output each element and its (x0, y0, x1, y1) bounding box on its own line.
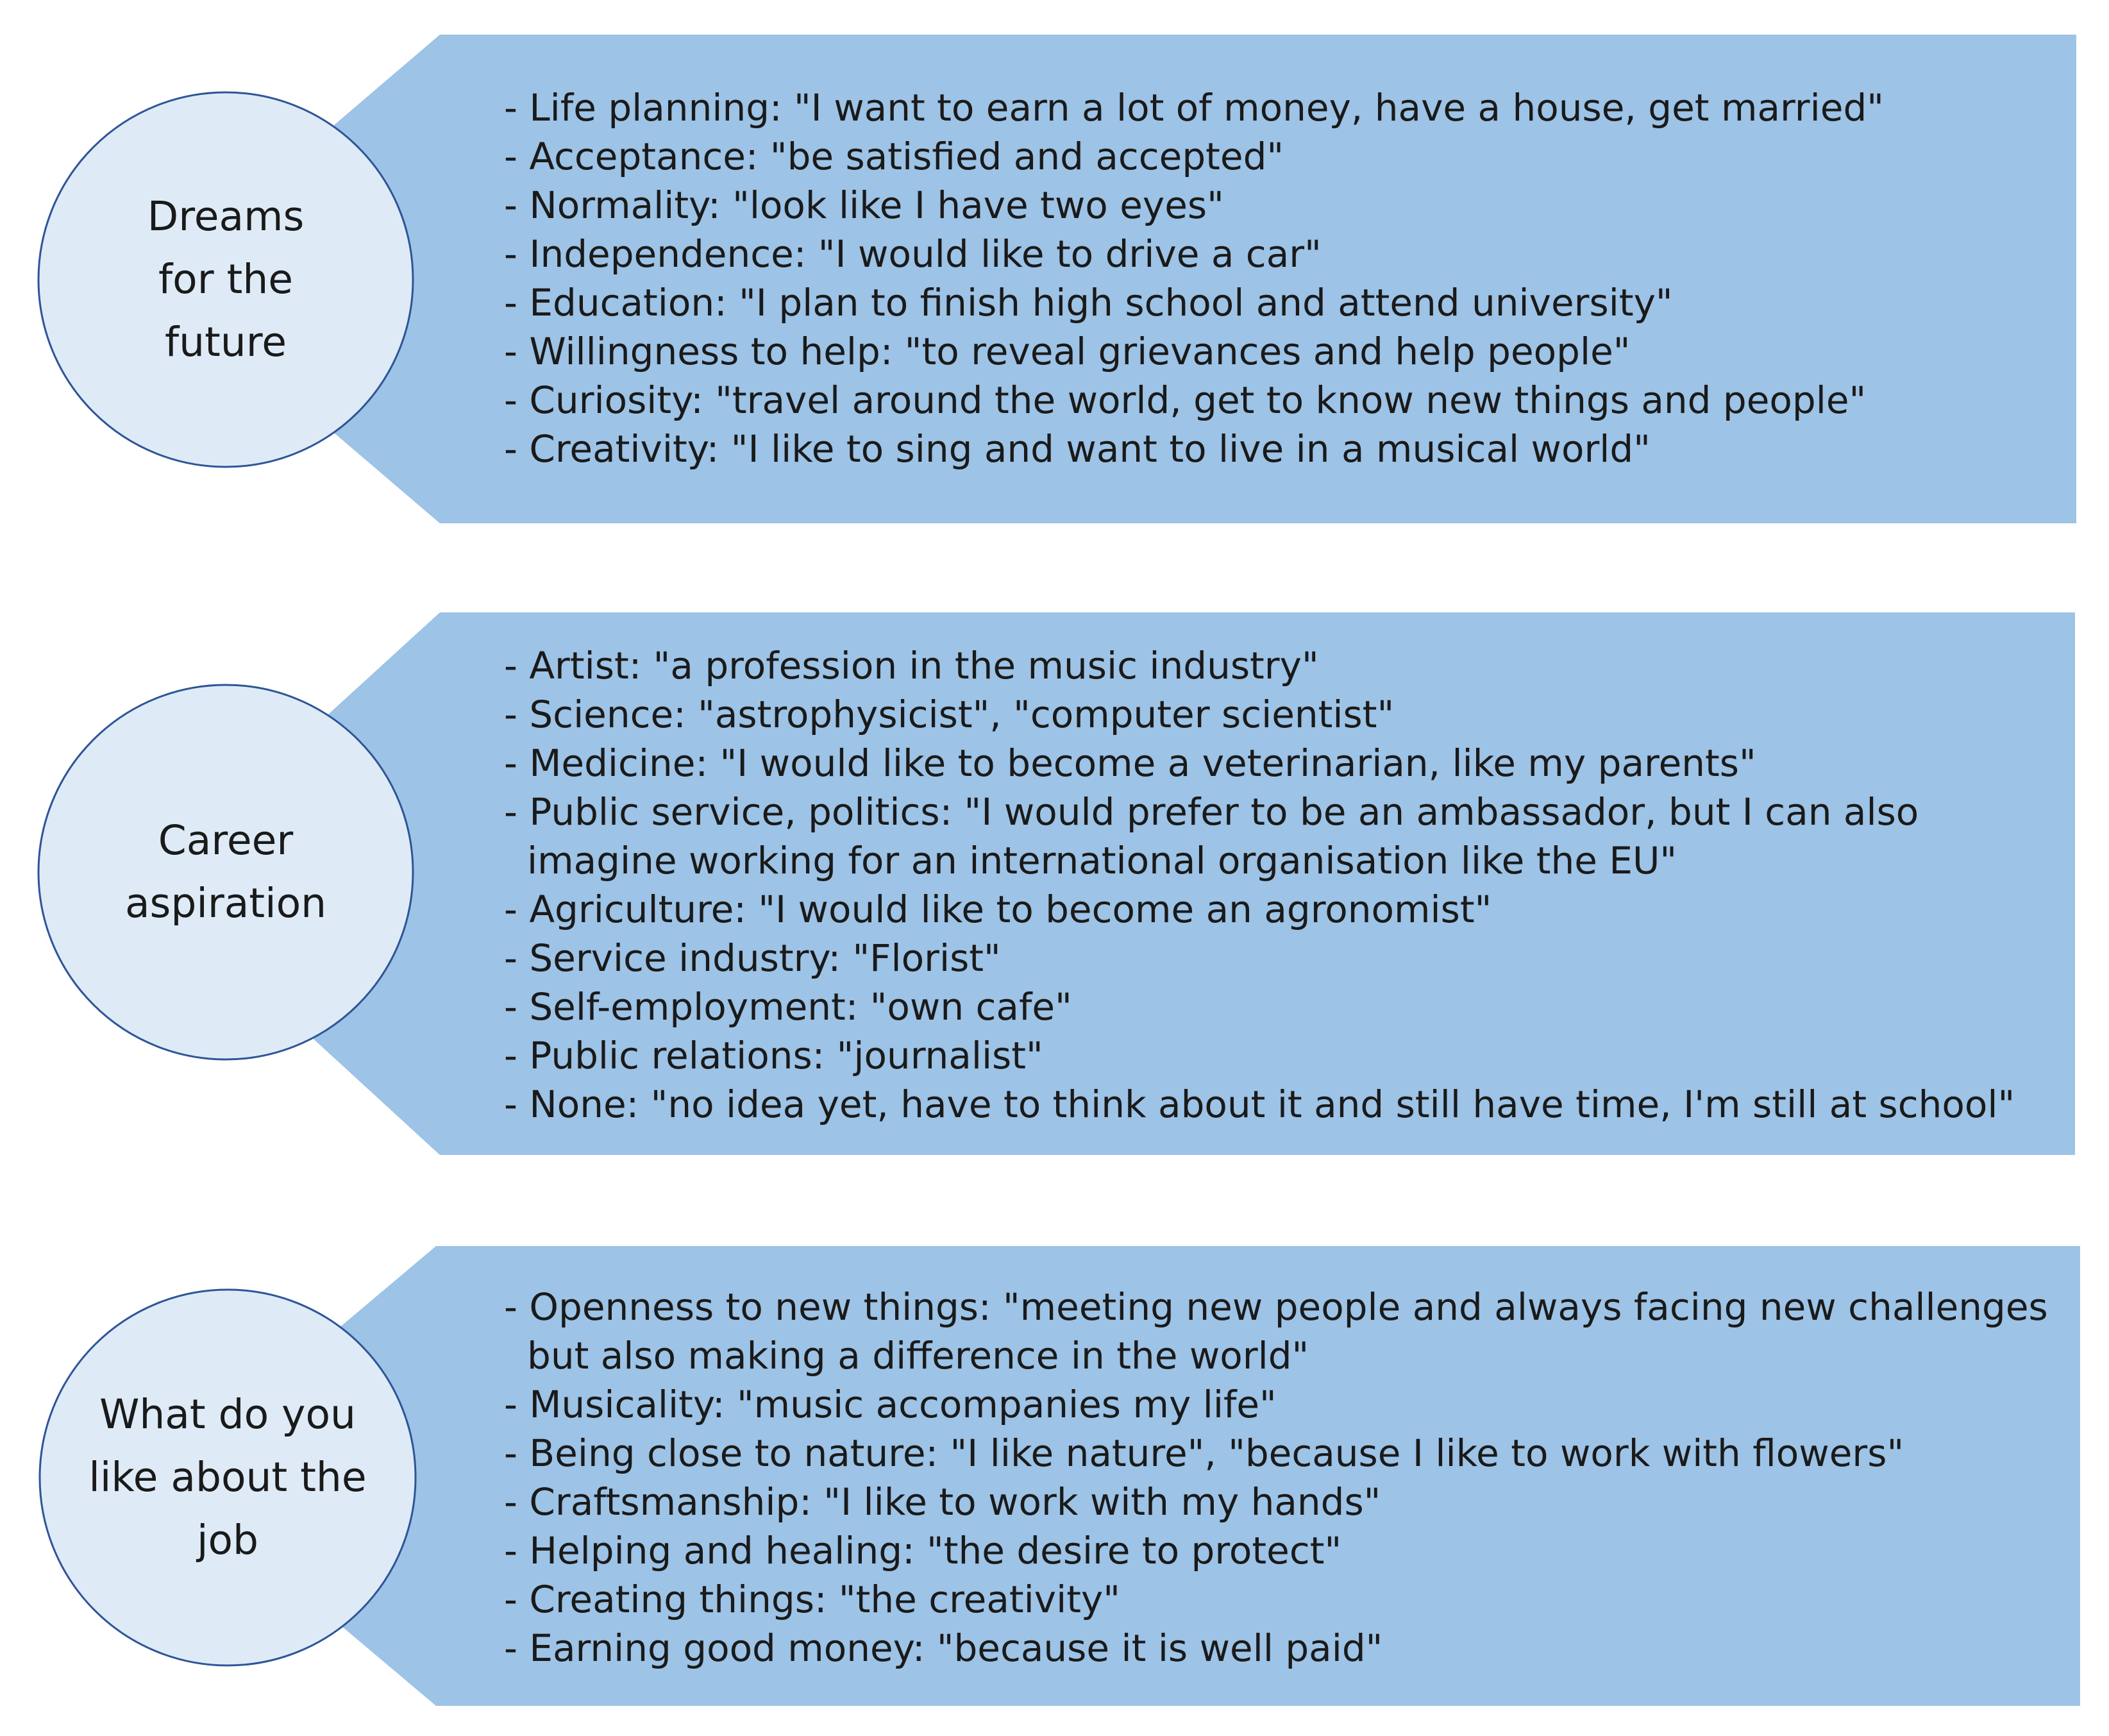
list-item: - Medicine: "I would like to become a veterinarian, like my parents" (504, 741, 1756, 785)
list-item: - Acceptance: "be satisfied and accepted" (504, 135, 1284, 178)
list-item: - None: "no idea yet, have to think about it and still have time, I'm still at school" (504, 1083, 2015, 1126)
list-item: - Creativity: "I like to sing and want to live in a musical world" (504, 427, 1651, 471)
list-item: - Being close to nature: "I like nature", "because I like to work with flowers" (504, 1431, 1904, 1475)
list-item: - Public relations: "journalist" (504, 1034, 1043, 1077)
list-item: - Willingness to help: "to reveal grievances and help people" (504, 330, 1631, 373)
list-item: - Life planning: "I want to earn a lot of money, have a house, get married" (504, 86, 1884, 130)
list-item: - Education: "I plan to finish high school and attend university" (504, 281, 1673, 324)
list-item: - Artist: "a profession in the music industry" (504, 644, 1319, 687)
circle-title: Dreams for the future (147, 193, 305, 366)
list-item: - Craftsmanship: "I like to work with my hands" (504, 1480, 1381, 1524)
list-item: - Science: "astrophysicist", "computer scientist" (504, 693, 1395, 736)
item-list-career-aspiration (504, 641, 2062, 1129)
list-item: - Normality: "look like I have two eyes" (504, 183, 1224, 227)
list-item: - Earning good money: "because it is well paid" (504, 1626, 1383, 1670)
circle-title: Career aspiration (124, 817, 327, 927)
list-item: - Public service, politics: "I would prefer to be an ambassador, but I can also imagine working for an international organisation like the EU" (504, 790, 1919, 882)
list-item: - Openness to new things: "meeting new people and always facing new challenges but also making a difference in the world" (504, 1285, 2048, 1378)
list-item: - Service industry: "Florist" (504, 936, 1001, 980)
item-list-what-do-you-like-about-the-job (504, 1283, 2069, 1673)
list-item: - Helping and healing: "the desire to protect" (504, 1529, 1342, 1572)
list-item: - Self-employment: "own cafe" (504, 985, 1072, 1029)
list-item: - Creating things: "the creativity" (504, 1578, 1120, 1621)
list-item: - Curiosity: "travel around the world, get to know new things and people" (504, 378, 1867, 422)
circle-title: What do you like about the job (88, 1391, 367, 1563)
list-item: - Independence: "I would like to drive a car" (504, 232, 1322, 276)
item-list-dreams-for-the-future (504, 83, 2062, 473)
list-item: - Agriculture: "I would like to become an agronomist" (504, 888, 1492, 931)
list-item: - Musicality: "music accompanies my life" (504, 1383, 1277, 1426)
